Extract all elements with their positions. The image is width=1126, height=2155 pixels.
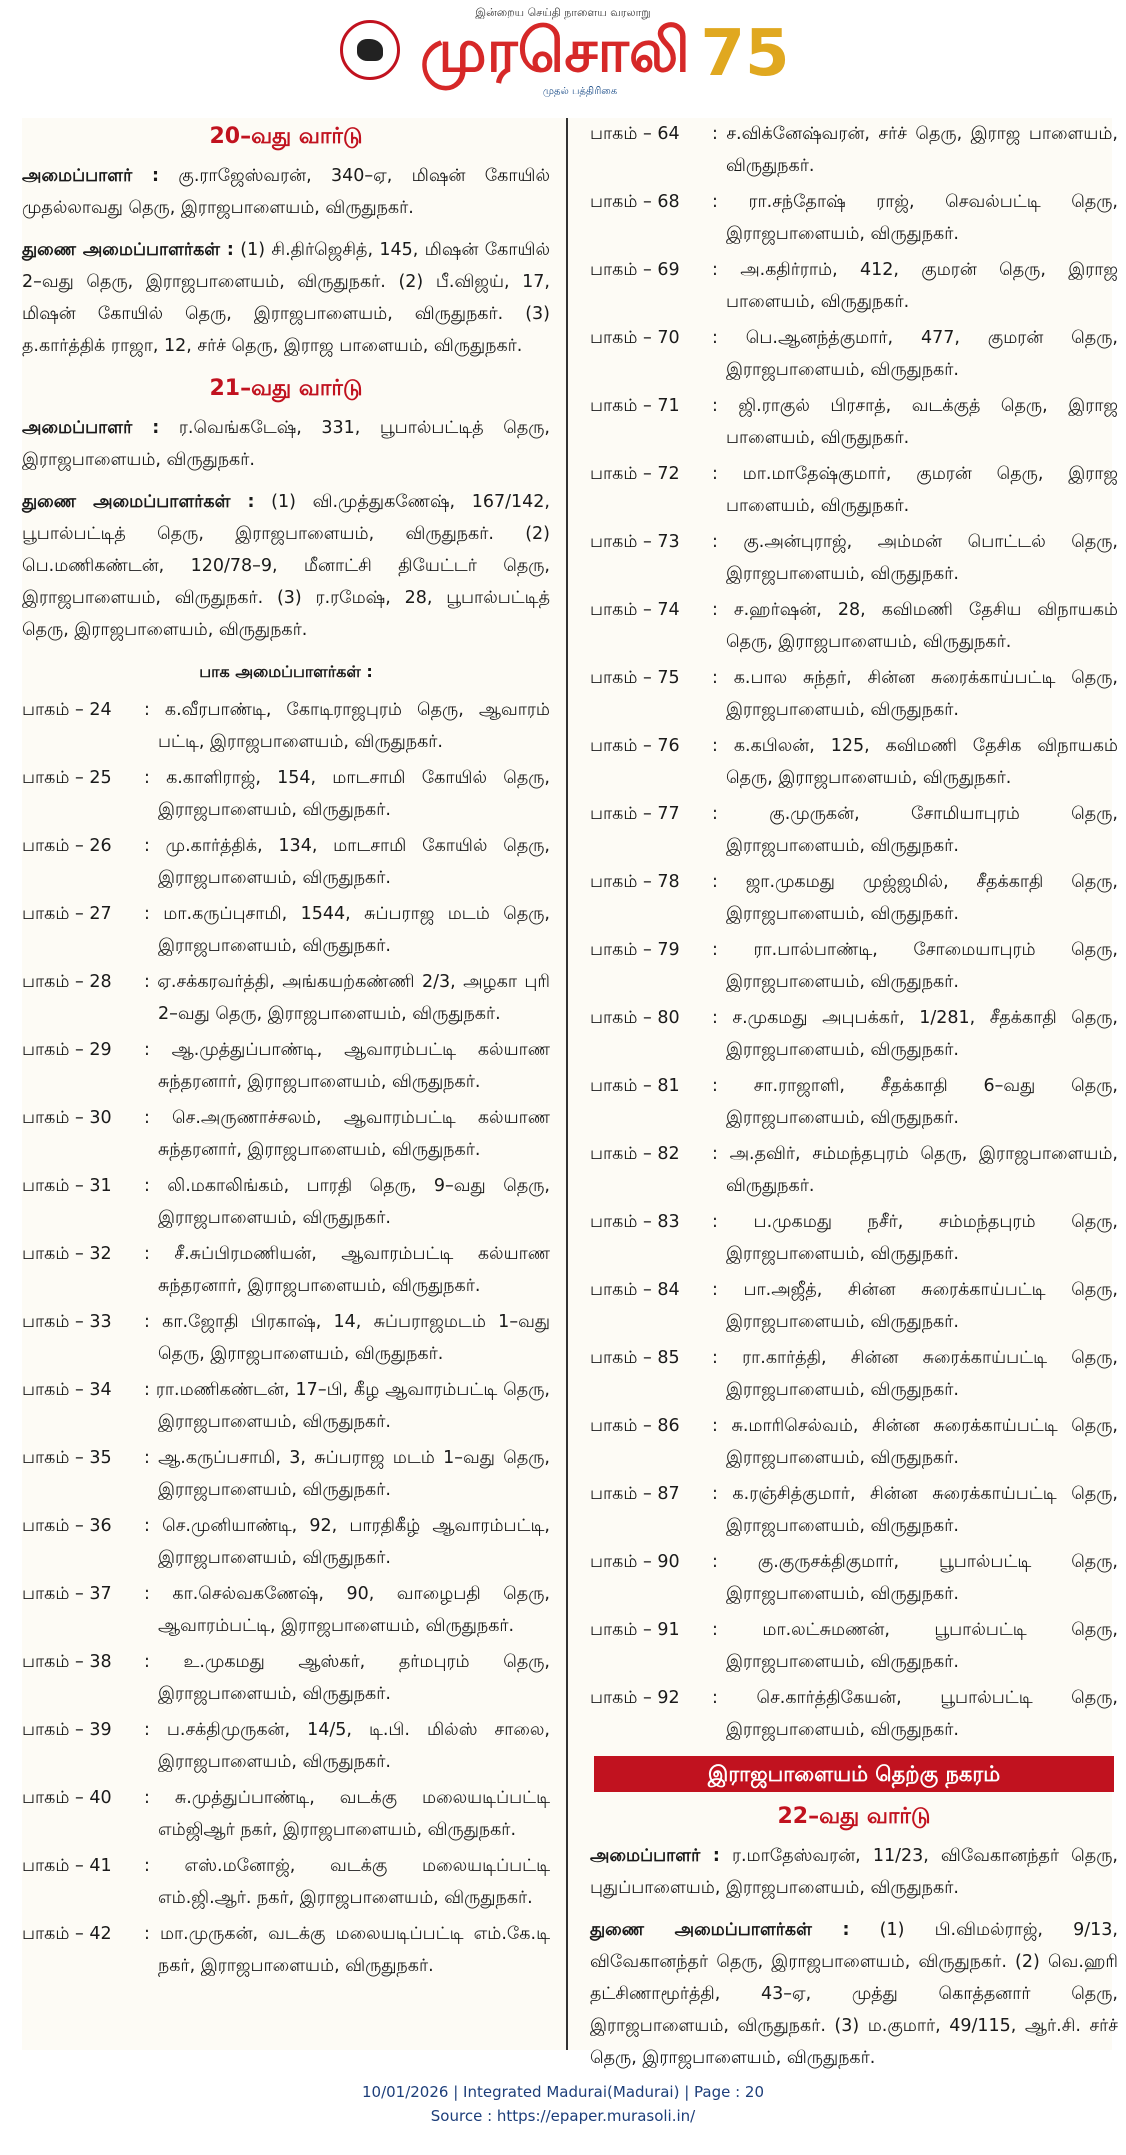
entry-text: : கு.குருசக்திகுமார், பூபால்பட்டி தெரு, இராஜபாளையம், விருதுநகர். — [712, 1552, 1118, 1604]
ward-20-title: 20–வது வார்டு — [209, 124, 363, 149]
entry-label: பாகம் – 38 — [22, 1652, 112, 1672]
list-item — [22, 966, 550, 1030]
masthead — [0, 0, 1126, 118]
entry-text: : மா.மாதேஷ்குமார், குமரன் தெரு, இராஜ பாளையம், விருதுநகர். — [712, 464, 1118, 516]
section-banner: இராஜபாளையம் தெற்கு நகரம் — [594, 1756, 1114, 1792]
list-item — [22, 1170, 550, 1234]
ward-20-organiser — [22, 160, 550, 224]
list-item — [22, 1850, 550, 1914]
entry-text: : அ.கதிர்ராம், 412, குமரன் தெரு, இராஜ பாளையம், விருதுநகர். — [712, 260, 1118, 312]
anniversary-logo: 75 — [700, 17, 790, 91]
list-item — [22, 694, 550, 758]
ward-20-deputies — [22, 234, 550, 362]
entry-text: : எஸ்.மனோஜ், வடக்கு மலையடிப்பட்டி எம்.ஜி.ஆர். நகர், இராஜபாளையம், விருதுநகர். — [144, 1856, 550, 1908]
entry-label: பாகம் – 70 — [590, 328, 680, 348]
entry-text: : ஜா.முகமது முஜ்ஜமில், சீதக்காதி தெரு, இராஜபாளையம், விருதுநகர். — [712, 872, 1118, 924]
newspaper-subtitle: முதல் பத்திரிகை — [542, 86, 618, 97]
entry-label: பாகம் – 34 — [22, 1380, 112, 1400]
masthead-tagline: இன்றைய செய்தி நாளைய வரலாறு — [475, 6, 651, 19]
entry-label: பாகம் – 40 — [22, 1788, 112, 1808]
right-column — [590, 118, 1118, 2084]
list-item — [22, 1238, 550, 1302]
entry-text: : ஆ.கருப்பசாமி, 3, சுப்பராஜ மடம் 1–வது தெரு, இராஜபாளையம், விருதுநகர். — [144, 1448, 550, 1500]
ward-22-deputies — [590, 1914, 1118, 2074]
entry-text: : க.கபிலன், 125, கவிமணி தேசிக விநாயகம் தெரு, இராஜபாளையம், விருதுநகர். — [712, 736, 1118, 788]
list-item — [590, 1206, 1118, 1270]
entry-text: : க.வீரபாண்டி, கோடிராஜபுரம் தெரு, ஆவாரம் பட்டி, இராஜபாளையம், விருதுநகர். — [144, 700, 550, 752]
entry-text: : ப.சக்திமுருகன், 14/5, டி.பி. மில்ஸ் சாலை, இராஜபாளையம், விருதுநகர். — [144, 1720, 550, 1772]
list-item — [22, 762, 550, 826]
entry-text: : சீ.சுப்பிரமணியன், ஆவாரம்பட்டி கல்யாண சுந்தரனார், இராஜபாளையம், விருதுநகர். — [144, 1244, 550, 1296]
list-item — [590, 934, 1118, 998]
deputy-label: துணை அமைப்பாளர்கள் : — [590, 1920, 850, 1940]
entry-label: பாகம் – 36 — [22, 1516, 112, 1536]
entry-label: பாகம் – 90 — [590, 1552, 680, 1572]
deputy-text: (1) பி.விமல்ராஜ், 9/13, விவேகானந்தர் தெரு, இராஜபாளையம், விருதுநகர். (2) வெ.ஹரி தட்சிணாமூர்த்தி, 43–ஏ, முத்து கொத்தனார் தெரு, இராஜபாளையம், விருதுநகர். (3) ம.குமார், 49/115, ஆர்.சி. சர்ச் தெரு, இராஜபாளையம், விருதுநகர். — [590, 1920, 1118, 2068]
entry-text: : பா.அஜீத், சின்ன சுரைக்காய்பட்டி தெரு, இராஜபாளையம், விருதுநகர். — [712, 1280, 1118, 1332]
list-item — [590, 1478, 1118, 1542]
organiser-label: அமைப்பாளர் : — [590, 1846, 720, 1866]
ward-22-title: 22–வது வார்டு — [777, 1804, 931, 1829]
entry-text: : சா.ராஜாளி, சீதக்காதி 6–வது தெரு, இராஜபாளையம், விருதுநகர். — [712, 1076, 1118, 1128]
entry-label: பாகம் – 87 — [590, 1484, 680, 1504]
entry-label: பாகம் – 81 — [590, 1076, 680, 1096]
list-item — [22, 1918, 550, 1982]
entry-text: : ப.முகமது நசீர், சம்மந்தபுரம் தெரு, இராஜபாளையம், விருதுநகர். — [712, 1212, 1118, 1264]
page-footer — [0, 2080, 1126, 2128]
organiser-text: ர.மாதேஸ்வரன், 11/23, விவேகானந்தர் தெரு, புதுப்பாளையம், இராஜபாளையம், விருதுநகர். — [590, 1846, 1118, 1898]
list-item — [590, 458, 1118, 522]
deputy-text: (1) சி.திர்ஜெசித், 145, மிஷன் கோயில் 2–வது தெரு, இராஜபாளையம், விருதுநகர். (2) பீ.விஜய், 17, மிஷன் கோயில் தெரு, இராஜபாளையம், விருதுநகர். (3) த.கார்த்திக் ராஜா, 12, சர்ச் தெரு, இராஜ பாளையம், விருதுநகர். — [22, 240, 550, 356]
entry-label: பாகம் – 80 — [590, 1008, 680, 1028]
entry-text: : ரா.கார்த்தி, சின்ன சுரைக்காய்பட்டி தெரு, இராஜபாளையம், விருதுநகர். — [712, 1348, 1118, 1400]
list-item — [22, 1374, 550, 1438]
entry-label: பாகம் – 73 — [590, 532, 680, 552]
entry-text: : சு.முத்துப்பாண்டி, வடக்கு மலையடிப்பட்டி எம்ஜிஆர் நகர், இராஜபாளையம், விருதுநகர். — [144, 1788, 550, 1840]
entry-label: பாகம் – 33 — [22, 1312, 112, 1332]
organiser-text: கு.ராஜேஸ்வரன், 340–ஏ, மிஷன் கோயில் முதல்லாவது தெரு, இராஜபாளையம், விருதுநகர். — [22, 166, 550, 218]
entry-label: பாகம் – 76 — [590, 736, 680, 756]
list-item — [590, 390, 1118, 454]
entry-label: பாகம் – 24 — [22, 700, 112, 720]
entry-text: : ச.விக்னேஷ்வரன், சர்ச் தெரு, இராஜ பாளையம், விருதுநகர். — [712, 124, 1118, 176]
entry-label: பாகம் – 85 — [590, 1348, 680, 1368]
entry-text: : கா.ஜோதி பிரகாஷ், 14, சுப்பராஜமடம் 1–வது தெரு, இராஜபாளையம், விருதுநகர். — [144, 1312, 550, 1364]
entry-label: பாகம் – 31 — [22, 1176, 112, 1196]
entry-text: : ச.ஹர்ஷன், 28, கவிமணி தேசிய விநாயகம் தெரு, இராஜபாளையம், விருதுநகர். — [712, 600, 1118, 652]
entry-text: : க.காளிராஜ், 154, மாடசாமி கோயில் தெரு, இராஜபாளையம், விருதுநகர். — [144, 768, 550, 820]
entry-text: : ச.முகமது அபுபக்கர், 1/281, சீதக்காதி தெரு, இராஜபாளையம், விருதுநகர். — [712, 1008, 1118, 1060]
entry-label: பாகம் – 26 — [22, 836, 112, 856]
entry-text: : சு.மாரிசெல்வம், சின்ன சுரைக்காய்பட்டி தெரு, இராஜபாளையம், விருதுநகர். — [712, 1416, 1118, 1468]
entry-label: பாகம் – 75 — [590, 668, 680, 688]
list-item — [22, 1306, 550, 1370]
entry-label: பாகம் – 27 — [22, 904, 112, 924]
footer-source: Source : https://epaper.murasoli.in/ — [430, 2107, 696, 2125]
entry-text: : ரா.பால்பாண்டி, சோமையாபுரம் தெரு, இராஜபாளையம், விருதுநகர். — [712, 940, 1118, 992]
entry-text: : செ.கார்த்திகேயன், பூபால்பட்டி தெரு, இராஜபாளையம், விருதுநகர். — [712, 1688, 1118, 1740]
list-item — [590, 1070, 1118, 1134]
entry-text: : மா.லட்சுமணன், பூபால்பட்டி தெரு, இராஜபாளையம், விருதுநகர். — [712, 1620, 1118, 1672]
entry-text: : ரா.மணிகண்டன், 17–பி, கீழ ஆவாரம்பட்டி தெரு, இராஜபாளையம், விருதுநகர். — [144, 1380, 550, 1432]
deputy-label: துணை அமைப்பாளர்கள் : — [22, 240, 234, 260]
page-body — [22, 118, 1118, 2068]
list-item — [590, 798, 1118, 862]
entry-text: : க.பால சுந்தர், சின்ன சுரைக்காய்பட்டி தெரு, இராஜபாளையம், விருதுநகர். — [712, 668, 1118, 720]
entry-text: : ரா.சந்தோஷ் ராஜ், செவல்பட்டி தெரு, இராஜபாளையம், விருதுநகர். — [712, 192, 1118, 244]
list-item — [590, 662, 1118, 726]
entry-label: பாகம் – 64 — [590, 124, 680, 144]
list-item — [22, 1646, 550, 1710]
entry-label: பாகம் – 30 — [22, 1108, 112, 1128]
entry-text: : லி.மகாலிங்கம், பாரதி தெரு, 9–வது தெரு, இராஜபாளையம், விருதுநகர். — [144, 1176, 550, 1228]
list-item — [590, 1682, 1118, 1746]
list-item — [22, 1782, 550, 1846]
entry-text: : ஏ.சக்கரவர்த்தி, அங்கயற்கண்ணி 2/3, அழகா புரி 2–வது தெரு, இராஜபாளையம், விருதுநகர். — [144, 972, 550, 1024]
entry-text: : செ.முனியாண்டி, 92, பாரதிகீழ் ஆவாரம்பட்டி, இராஜபாளையம், விருதுநகர். — [144, 1516, 550, 1568]
list-item — [22, 1714, 550, 1778]
organiser-text: ர.வெங்கடேஷ், 331, பூபால்பட்டித் தெரு, இராஜபாளையம், விருதுநகர். — [22, 418, 550, 470]
list-item — [590, 1002, 1118, 1066]
entry-label: பாகம் – 86 — [590, 1416, 680, 1436]
entry-text: : செ.அருணாச்சலம், ஆவாரம்பட்டி கல்யாண சுந்தரனார், இராஜபாளையம், விருதுநகர். — [144, 1108, 550, 1160]
ward-21-deputies — [22, 486, 550, 646]
list-item — [22, 898, 550, 962]
list-item — [22, 1510, 550, 1574]
list-item — [22, 1578, 550, 1642]
list-item — [590, 866, 1118, 930]
entry-label: பாகம் – 79 — [590, 940, 680, 960]
entry-label: பாகம் – 25 — [22, 768, 112, 788]
entry-text: : பெ.ஆனந்த்குமார், 477, குமரன் தெரு, இராஜபாளையம், விருதுநகர். — [712, 328, 1118, 380]
list-item — [22, 1442, 550, 1506]
entry-text: : ஆ.முத்துப்பாண்டி, ஆவாரம்பட்டி கல்யாண சுந்தரனார், இராஜபாளையம், விருதுநகர். — [144, 1040, 550, 1092]
list-item — [590, 322, 1118, 386]
column-divider — [566, 118, 568, 2050]
footer-edition-info: 10/01/2026 | Integrated Madurai(Madurai) | Page : 20 — [361, 2083, 765, 2101]
entry-label: பாகம் – 77 — [590, 804, 680, 824]
deputy-label: துணை அமைப்பாளர்கள் : — [22, 492, 255, 512]
entry-label: பாகம் – 68 — [590, 192, 680, 212]
list-item — [590, 1342, 1118, 1406]
entry-label: பாகம் – 41 — [22, 1856, 112, 1876]
ward-21-organiser — [22, 412, 550, 476]
entry-label: பாகம் – 72 — [590, 464, 680, 484]
ward-21-title: 21–வது வார்டு — [209, 376, 363, 401]
entry-text: : மு.கார்த்திக், 134, மாடசாமி கோயில் தெரு, இராஜபாளையம், விருதுநகர். — [144, 836, 550, 888]
list-item — [590, 1614, 1118, 1678]
entry-text: : மா.முருகன், வடக்கு மலையடிப்பட்டி எம்.கே.டி நகர், இராஜபாளையம், விருதுநகர். — [144, 1924, 550, 1976]
list-item — [590, 730, 1118, 794]
entry-text: : மா.கருப்புசாமி, 1544, சுப்பராஜ மடம் தெரு, இராஜபாளையம், விருதுநகர். — [144, 904, 550, 956]
entry-label: பாகம் – 78 — [590, 872, 680, 892]
entry-label: பாகம் – 69 — [590, 260, 680, 280]
entry-text: : க.ரஞ்சித்குமார், சின்ன சுரைக்காய்பட்டி தெரு, இராஜபாளையம், விருதுநகர். — [712, 1484, 1118, 1536]
entry-label: பாகம் – 42 — [22, 1924, 112, 1944]
entry-label: பாகம் – 91 — [590, 1620, 680, 1640]
entry-label: பாகம் – 35 — [22, 1448, 112, 1468]
ward-22-organiser — [590, 1840, 1118, 1904]
entry-label: பாகம் – 28 — [22, 972, 112, 992]
entry-label: பாகம் – 29 — [22, 1040, 112, 1060]
entry-text: : கா.செல்வகணேஷ், 90, வாழைபதி தெரு, ஆவாரம்பட்டி, இராஜபாளையம், விருதுநகர். — [144, 1584, 550, 1636]
newspaper-title: முரசொலி — [420, 16, 690, 86]
entry-label: பாகம் – 82 — [590, 1144, 680, 1164]
left-entry-list — [22, 694, 550, 1982]
list-item — [22, 1034, 550, 1098]
list-item — [590, 118, 1118, 182]
left-column — [22, 118, 550, 1986]
right-entry-list — [590, 118, 1118, 1746]
entry-label: பாகம் – 32 — [22, 1244, 112, 1264]
entry-text: : கு.முருகன், சோமியாபுரம் தெரு, இராஜபாளையம், விருதுநகர். — [712, 804, 1118, 856]
list-item — [590, 1138, 1118, 1202]
entry-label: பாகம் – 84 — [590, 1280, 680, 1300]
entry-label: பாகம் – 92 — [590, 1688, 680, 1708]
deputy-text: (1) வி.முத்துகணேஷ், 167/142, பூபால்பட்டித் தெரு, இராஜபாளையம், விருதுநகர். (2) பெ.மணிகண்டன், 120/78–9, மீனாட்சி தியேட்டர் தெரு, இராஜபாளையம், விருதுநகர். (3) ர.ரமேஷ், 28, பூபால்பட்டித் தெரு, இராஜபாளையம், விருதுநகர். — [22, 492, 550, 640]
list-item — [590, 254, 1118, 318]
emblem-logo — [340, 20, 400, 80]
entry-text: : உ.முகமது ஆஸ்கர், தர்மபுரம் தெரு, இராஜபாளையம், விருதுநகர். — [144, 1652, 550, 1704]
list-item — [590, 526, 1118, 590]
organiser-label: அமைப்பாளர் : — [22, 166, 160, 186]
entry-label: பாகம் – 39 — [22, 1720, 112, 1740]
organiser-label: அமைப்பாளர் : — [22, 418, 160, 438]
list-item — [22, 830, 550, 894]
entry-text: : ஜி.ராகுல் பிரசாத், வடக்குத் தெரு, இராஜ பாளையம், விருதுநகர். — [712, 396, 1118, 448]
list-item — [22, 1102, 550, 1166]
section-heading: பாக அமைப்பாளர்கள் : — [199, 662, 373, 681]
entry-text: : கு.அன்புராஜ், அம்மன் பொட்டல் தெரு, இராஜபாளையம், விருதுநகர். — [712, 532, 1118, 584]
entry-label: பாகம் – 37 — [22, 1584, 112, 1604]
entry-label: பாகம் – 74 — [590, 600, 680, 620]
list-item — [590, 1410, 1118, 1474]
entry-label: பாகம் – 71 — [590, 396, 680, 416]
list-item — [590, 1546, 1118, 1610]
list-item — [590, 594, 1118, 658]
list-item — [590, 1274, 1118, 1338]
entry-label: பாகம் – 83 — [590, 1212, 680, 1232]
list-item — [590, 186, 1118, 250]
entry-text: : அ.தவிர், சம்மந்தபுரம் தெரு, இராஜபாளையம், விருதுநகர். — [712, 1144, 1118, 1196]
